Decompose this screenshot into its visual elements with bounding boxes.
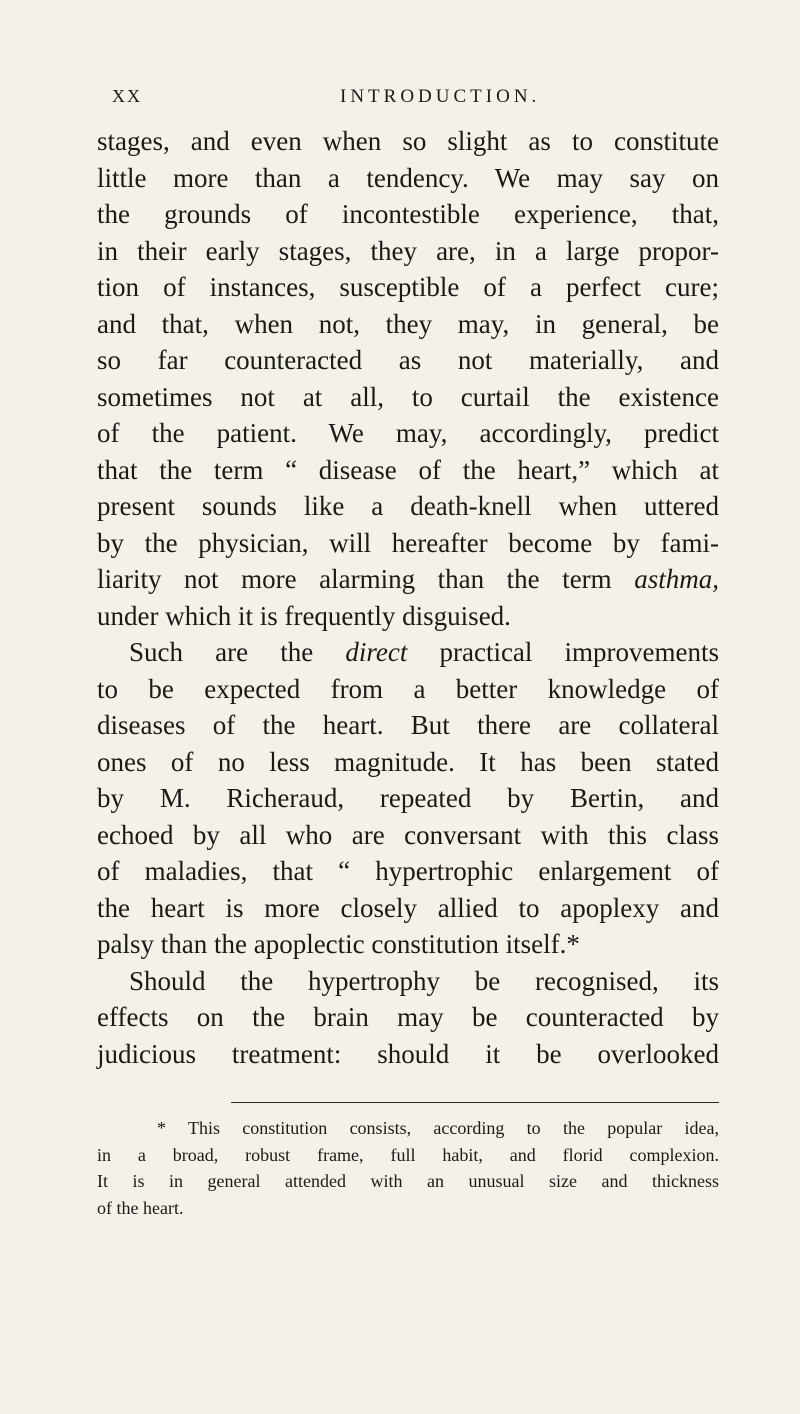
text-fragment: Such are the xyxy=(129,637,314,667)
running-title: INTRODUCTION. xyxy=(340,86,541,107)
text-line: the heart is more closely allied to apoplexy and xyxy=(97,892,719,923)
text-line: present sounds like a death-knell when uttered xyxy=(97,491,719,521)
text-line: of maladies, that “ hypertrophic enlargement of xyxy=(97,856,719,886)
text-line: and that, when not, they may, in general, be xyxy=(97,308,719,339)
text-line-direct xyxy=(97,634,719,671)
text-line: in their early stages, they are, in a large propor- xyxy=(97,235,719,266)
text-line-asthma xyxy=(97,561,719,598)
text-line: to be expected from a better knowledge of xyxy=(97,673,719,704)
footnote-divider xyxy=(231,1102,719,1103)
text-fragment: practical improvements xyxy=(439,637,720,667)
italic-term-direct: direct xyxy=(345,637,408,667)
text-line: sometimes not at all, to curtail the existence xyxy=(97,381,719,412)
text-line: so far counteracted as not materially, and xyxy=(97,345,719,375)
text-line: judicious treatment: should it be overlooked xyxy=(97,1038,719,1069)
page-number: XX xyxy=(112,86,142,106)
footnote-line: of the heart. xyxy=(97,1197,184,1218)
text-line: diseases of the heart. But there are collateral xyxy=(97,710,719,740)
text-line: ones of no less magnitude. It has been stated xyxy=(97,746,719,777)
text-line: that the term “ disease of the heart,” which at xyxy=(97,454,719,485)
italic-term-asthma: asthma, xyxy=(634,564,720,594)
body-text xyxy=(97,123,719,1072)
text-line: effects on the brain may be counteracted by xyxy=(97,1002,719,1032)
text-line: of the patient. We may, accordingly, predict xyxy=(97,418,719,448)
footnote-line: * This constitution consists, according to the popular idea, xyxy=(157,1118,719,1138)
text-line: tion of instances, susceptible of a perfect cure; xyxy=(97,272,719,302)
footnote-line: It is in general attended with an unusual size and thickness xyxy=(97,1171,719,1191)
text-line: palsy than the apoplectic constitution itself.* xyxy=(97,929,580,959)
text-line: by the physician, will hereafter become by fami- xyxy=(97,527,719,558)
text-line: by M. Richeraud, repeated by Bertin, and xyxy=(97,783,719,813)
text-line: echoed by all who are conversant with this class xyxy=(97,819,719,850)
text-line: stages, and even when so slight as to constitute xyxy=(97,126,719,156)
text-line: under which it is frequently disguised. xyxy=(97,600,511,631)
text-fragment: liarity not more alarming than the term xyxy=(97,564,612,594)
text-line: Should the hypertrophy be recognised, its xyxy=(129,965,719,996)
page-header xyxy=(112,86,712,116)
text-line: little more than a tendency. We may say on xyxy=(97,162,719,193)
footnote xyxy=(97,1115,719,1221)
text-line: the grounds of incontestible experience, that, xyxy=(97,199,719,229)
footnote-line: in a broad, robust frame, full habit, and florid complexion. xyxy=(97,1144,719,1165)
